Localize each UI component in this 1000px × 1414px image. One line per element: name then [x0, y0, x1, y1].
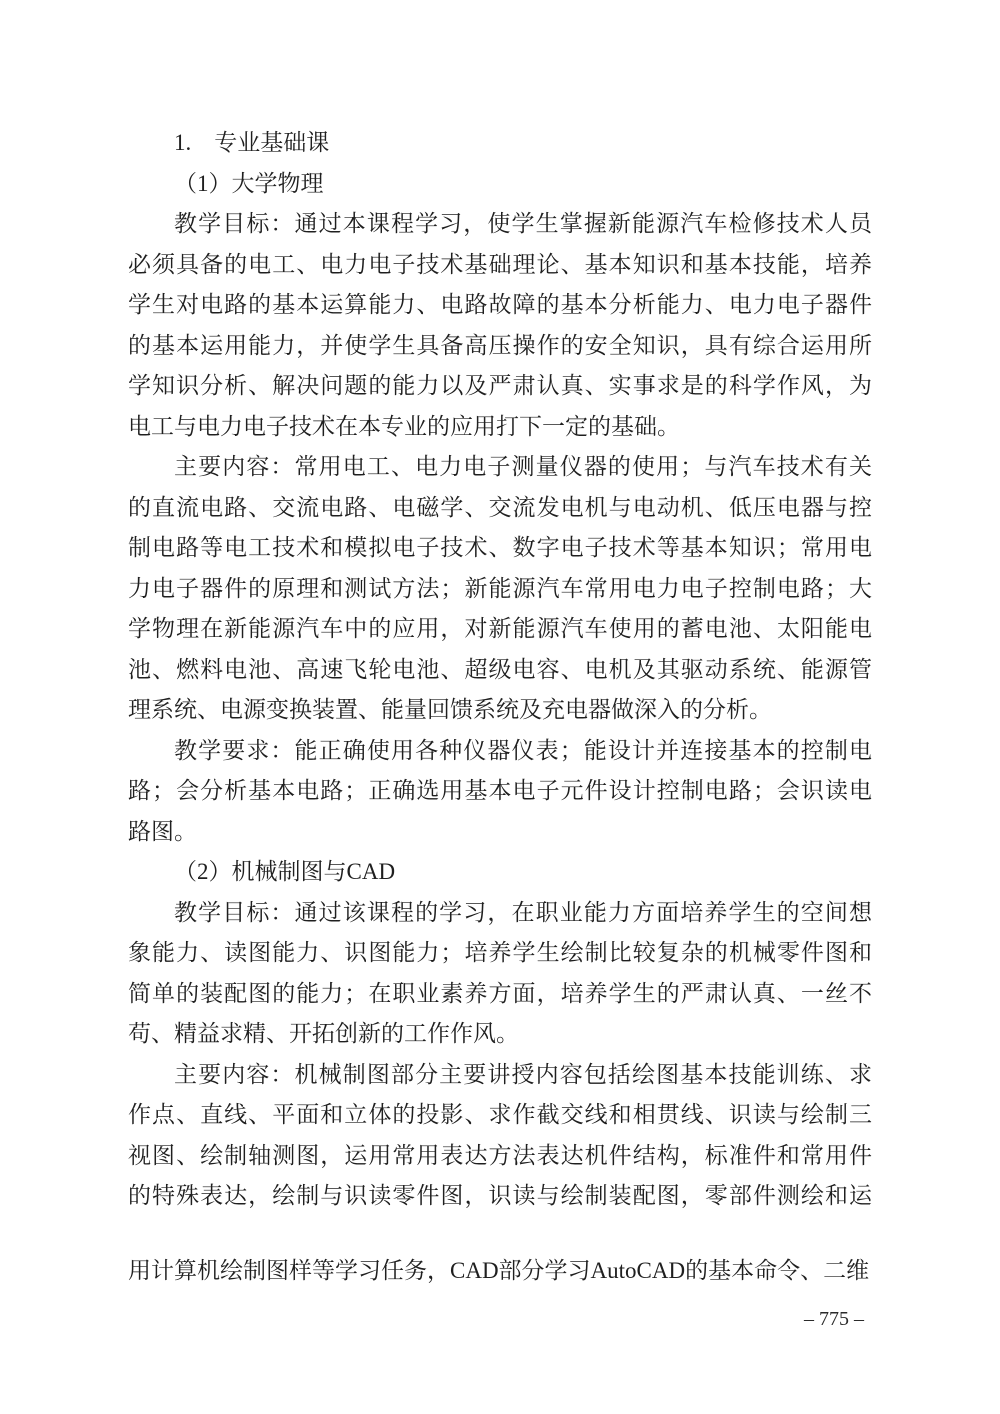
- paragraph-line: 的直流电路、交流电路、电磁学、交流发电机与电动机、低压电器与控: [128, 494, 872, 520]
- paragraph-line: 学知识分析、解决问题的能力以及严肃认真、实事求是的科学作风，为: [128, 373, 872, 398]
- paragraph-line: 教学目标：通过该课程的学习，在职业能力方面培养学生的空间想: [174, 899, 872, 925]
- paragraph-line: 池、燃料电池、高速飞轮电池、超级电容、电机及其驱动系统、能源管: [128, 656, 872, 682]
- subsection-heading-physics: （1）大学物理: [174, 170, 324, 196]
- paragraph-line: 视图、绘制轴测图，运用常用表达方法表达机件结构，标准件和常用件: [128, 1142, 872, 1168]
- paragraph-line: 学物理在新能源汽车中的应用，对新能源汽车使用的蓄电池、太阳能电: [128, 616, 872, 641]
- paragraph-line: 必须具备的电工、电力电子技术基础理论、基本知识和基本技能，培养: [128, 251, 872, 277]
- paragraph-line: 主要内容：机械制图部分主要讲授内容包括绘图基本技能训练、求: [174, 1061, 872, 1087]
- subsection-heading-cad: （2）机械制图与CAD: [174, 859, 396, 884]
- paragraph-line: 教学要求：能正确使用各种仪器仪表；能设计并连接基本的控制电: [174, 737, 872, 763]
- document-body: [128, 123, 872, 1217]
- paragraph-line: 主要内容：常用电工、电力电子测量仪器的使用；与汽车技术有关: [174, 454, 872, 479]
- page-number: – 775 –: [804, 1308, 864, 1330]
- paragraph-line: 简单的装配图的能力；在职业素养方面，培养学生的严肃认真、一丝不: [128, 980, 872, 1006]
- paragraph-line: 路图。: [128, 818, 197, 844]
- paragraph-line: 力电子器件的原理和测试方法；新能源汽车常用电力电子控制电路；大: [128, 575, 872, 601]
- paragraph-line: 的基本运用能力，并使学生具备高压操作的安全知识，具有综合运用所: [128, 332, 872, 358]
- paragraph-line: 教学目标：通过本课程学习，使学生掌握新能源汽车检修技术人员: [174, 211, 872, 236]
- paragraph-line: 作点、直线、平面和立体的投影、求作截交线和相贯线、识读与绘制三: [128, 1102, 872, 1127]
- paragraph-line: 苟、精益求精、开拓创新的工作作风。: [128, 1021, 519, 1046]
- paragraph-line: 电工与电力电子技术在本专业的应用打下一定的基础。: [128, 413, 680, 439]
- section-heading: 1. 专业基础课: [174, 130, 330, 155]
- paragraph-line: 学生对电路的基本运算能力、电路故障的基本分析能力、电力电子器件: [128, 292, 872, 317]
- paragraph-line: 象能力、读图能力、识图能力；培养学生绘制比较复杂的机械零件图和: [128, 940, 872, 965]
- paragraph-line: 路；会分析基本电路；正确选用基本电子元件设计控制电路；会识读电: [128, 778, 872, 803]
- paragraph-line: 理系统、电源变换装置、能量回馈系统及充电器做深入的分析。: [128, 697, 772, 722]
- paragraph-line: 的特殊表达，绘制与识读零件图，识读与绘制装配图，零部件测绘和运: [128, 1183, 872, 1208]
- page-bottom-text-line: 用计算机绘制图样等学习任务，CAD部分学习AutoCAD的基本命令、二维: [128, 1258, 870, 1283]
- paragraph-line: 制电路等电工技术和模拟电子技术、数字电子技术等基本知识；常用电: [128, 535, 872, 560]
